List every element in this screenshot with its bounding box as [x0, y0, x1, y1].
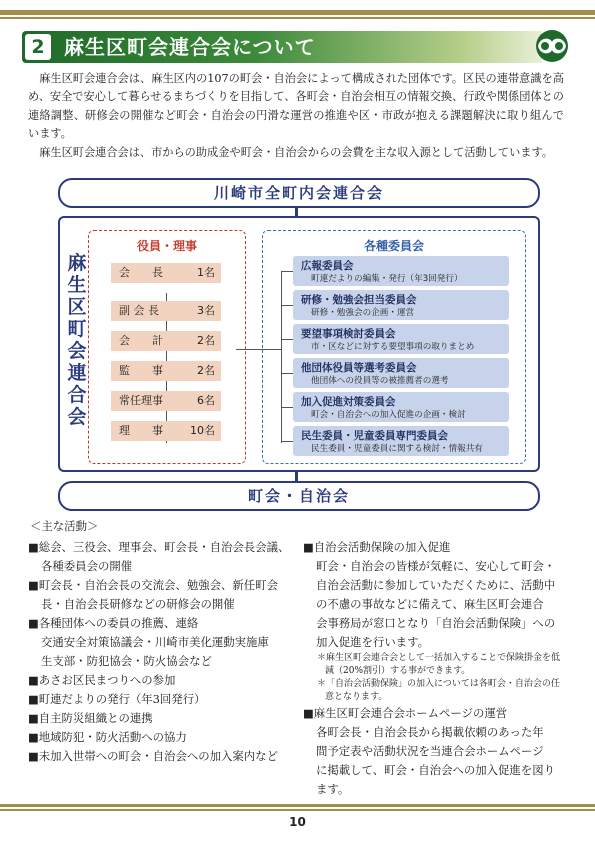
org-top-box: [58, 178, 540, 208]
org-top-label: 川崎市全町内会連合会: [213, 184, 384, 202]
insurance-item: [303, 538, 565, 704]
activity-item: [28, 576, 293, 614]
committee-desc: 町連だよりの編集・発行（年3回発行）: [311, 274, 463, 284]
committee-name: 要望事項検討委員会: [301, 328, 396, 340]
committee-item: [293, 358, 509, 388]
org-vertical-text: 麻生区町会連合会: [67, 252, 87, 428]
connector-top: [295, 206, 298, 216]
officer-row: [111, 391, 221, 411]
committee-name: 他団体役員等選考委員会: [301, 362, 417, 374]
homepage-body-line: 各町会長・自治会長から掲載依頼のあった年: [316, 725, 544, 739]
activities-left-column: [28, 538, 293, 766]
activity-line: ■総会、三役会、理事会、町会長・自治会長会議、: [28, 540, 290, 554]
activity-line: ■未加入世帯への町会・自治会への加入案内など: [28, 749, 278, 763]
org-vertical-title: [66, 252, 88, 428]
homepage-body-line: に掲載して、町会・自治会への加入促進を図り: [316, 763, 555, 777]
committees-box: [262, 230, 526, 464]
section-number: 2: [25, 34, 51, 60]
insurance-body-line: 町会・自治会の皆様が気軽に、安心して町会・: [316, 559, 556, 573]
org-bottom-box: [58, 481, 540, 511]
page-number: 10: [289, 815, 306, 829]
activity-line: ■町会長・自治会長の交流会、勉強会、新任町会: [28, 578, 278, 592]
intro-text: [28, 70, 564, 162]
committee-name: 加入促進対策委員会: [301, 396, 396, 408]
activity-item: [28, 690, 293, 709]
activity-line: 交通安全対策協議会・川崎市美化運動実施庫: [41, 635, 269, 649]
officer-row: [111, 263, 221, 283]
activity-line: 生支部・防犯協会・防火協会など: [41, 654, 212, 668]
activities-heading: ＜主な活動＞: [30, 519, 99, 533]
officer-role: 監 事: [119, 364, 163, 377]
homepage-body-line: 間予定表や活動状況を当連合会ホームページ: [316, 744, 544, 758]
homepage-body-line: ます。: [316, 782, 350, 796]
committee-name: 研修・勉強会担当委員会: [301, 294, 417, 306]
committees-connector: [281, 271, 282, 443]
officer-role: 常任理事: [119, 394, 163, 407]
intro-paragraph-1: 麻生区町会連合会は、麻生区内の107の町会・自治会によって構成された団体です。区民の連帯意識を高め、安全で安心して暮らせるまちづくりを目指して、各町会・自治会相互の情報交換、行政や関係団体との連絡調整、研修会の開催など町会・自治会の円滑な運営の推進や区・市政が抱える課題解決に取り組んでいます。: [28, 72, 564, 141]
section-header: [22, 31, 542, 63]
officer-count: 3名: [197, 304, 215, 317]
committee-name: 広報委員会: [301, 260, 354, 272]
committee-tick: [281, 305, 293, 306]
committee-item: [293, 426, 509, 456]
insurance-body-line: 加入促進を行います。: [316, 635, 429, 649]
insurance-body-line: の不慮の事故などに備えて、麻生区町会連合: [316, 597, 544, 611]
homepage-title: ■麻生区町会連合会ホームページの運営: [303, 706, 508, 720]
association-logo-icon: [530, 28, 574, 64]
committee-desc: 市・区などに対する要望事項の取りまとめ: [311, 342, 475, 352]
committee-item: [293, 324, 509, 354]
activity-line: ■あさお区民まつりへの参加: [28, 673, 176, 687]
top-rule: [0, 10, 595, 15]
activity-item: [28, 671, 293, 690]
activity-item: [28, 614, 293, 671]
committee-tick: [281, 271, 293, 272]
activity-line: ■各種団体への委員の推薦、連絡: [28, 616, 199, 630]
officer-role: 会 長: [119, 266, 163, 279]
committee-item: [293, 290, 509, 320]
insurance-body-line: 会事務局が窓口となり「自治会活動保険」への: [316, 616, 556, 630]
officers-title: 役員・理事: [136, 239, 197, 253]
officer-role: 会 計: [119, 334, 163, 347]
insurance-body-line: 自治会活動に参加していただくために、活動中: [316, 578, 556, 592]
committee-tick: [281, 407, 293, 408]
bottom-rule-thin: [0, 809, 595, 811]
officer-count: 1名: [197, 266, 215, 279]
activity-item: [28, 538, 293, 576]
section-title: 麻生区町会連合会について: [64, 35, 316, 59]
committee-item: [293, 392, 509, 422]
committee-tick: [281, 339, 293, 340]
officer-role: 理 事: [119, 424, 163, 437]
officers-box: [88, 230, 246, 464]
officer-row: [111, 331, 221, 351]
committees-title: 各種委員会: [363, 239, 424, 253]
bottom-rule: [0, 804, 595, 807]
committee-tick: [281, 373, 293, 374]
homepage-item: [303, 704, 565, 799]
activity-item: [28, 709, 293, 728]
org-bottom-label: 町会・自治会: [247, 487, 350, 505]
committee-desc: 他団体への役員等の被推薦者の選考: [311, 376, 449, 386]
officer-row: [111, 301, 221, 321]
activity-line: 各種委員会の開催: [41, 559, 133, 573]
activities-right-column: [303, 538, 565, 799]
committee-desc: 町会・自治会への加入促進の企画・検討: [311, 410, 466, 420]
insurance-note: ＊「自治会活動保険」の加入については各町会・自治会の任意となります。: [317, 679, 560, 702]
insurance-note: ＊麻生区町会連合会として一括加入することで保険掛金を低減（20%割引）する事ができます。: [317, 653, 561, 676]
activity-line: ■自主防災組織との連携: [28, 711, 153, 725]
officer-count: 10名: [190, 424, 215, 437]
connector-bottom: [295, 470, 298, 481]
committee-item: [293, 256, 509, 286]
officer-row: [111, 361, 221, 381]
intro-paragraph-2: 麻生区町会連合会は、市からの助成金や町会・自治会からの会費を主な収入源として活動しています。: [39, 145, 553, 159]
officer-count: 2名: [197, 364, 215, 377]
committee-name: 民生委員・児童委員専門委員会: [301, 430, 448, 442]
activity-item: [28, 747, 293, 766]
committee-desc: 研修・勉強会の企画・運営: [311, 308, 415, 318]
insurance-title: ■自治会活動保険の加入促進: [303, 540, 451, 554]
activity-line: 長・自治会長研修などの研修会の開催: [41, 597, 235, 611]
activity-line: ■地域防犯・防火活動への協力: [28, 730, 187, 744]
officer-count: 6名: [197, 394, 215, 407]
committee-tick: [281, 441, 293, 442]
officer-row: [111, 421, 221, 441]
activity-line: ■町連だよりの発行（年3回発行）: [28, 692, 206, 706]
top-rule-thin: [0, 17, 595, 19]
activity-item: [28, 728, 293, 747]
committee-desc: 民生委員・児童委員に関する検討・情報共有: [311, 444, 483, 454]
officer-role: 副 会 長: [119, 304, 159, 317]
officer-count: 2名: [197, 334, 215, 347]
